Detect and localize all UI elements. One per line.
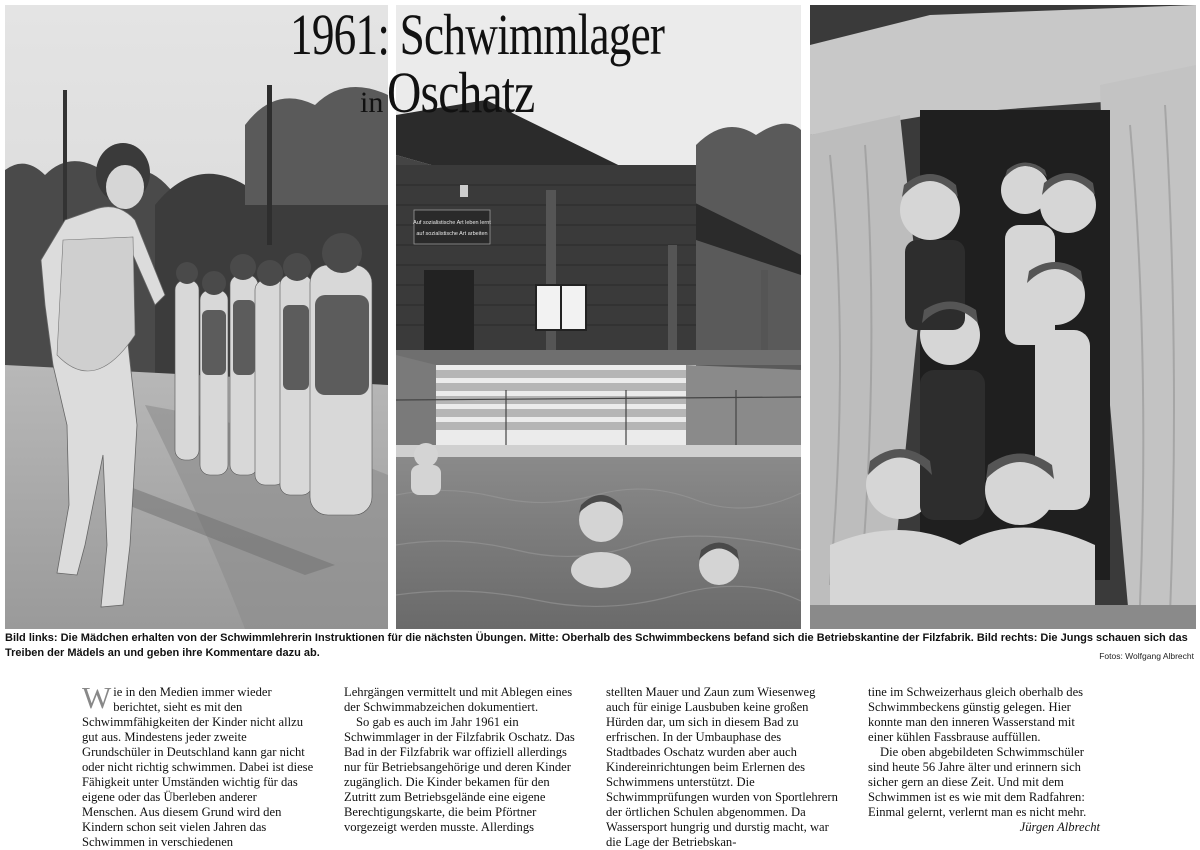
headline-subtitle [360,60,790,125]
headline-city: Oschatz [387,60,535,125]
article-column-3 [606,685,838,850]
article-paragraph [82,680,314,850]
sign-line-1: Auf sozialistische Art leben lernt [413,220,491,226]
article-column-4 [868,685,1100,835]
article-paragraph: tine im Schweizerhaus gleich oberhalb des Schwimmbeckens günstig gelegen. Hier konnte man den inneren Wasserstand mit einer kühlen Fassbrause auffüllen. [868,685,1084,744]
headline-preposition: in [360,86,384,119]
sign-line-2: auf sozialistische Art arbeiten [416,231,488,237]
article-paragraph: stellten Mauer und Zaun zum Wiesenweg auch für einige Lausbuben keine großen Hürden dar, um sich in diesem Bad zu erfrischen. In der Umbauphase des Stadtbades Oschatz wurden aber auch Kindereinrichtungen beim Erlernen des Schwimmens unterstützt. Die Schwimmprüfungen wurden von Sportlehrern der örtlichen Schulen abgenommen. Da Wassersport hungrig und durstig macht, war die Lage der Betriebskan- [606,685,838,849]
paragraph-text: ie in den Medien immer wieder berichtet, sieht es mit den Schwimmfähigkeiten der Kinder nicht allzu gut aus. Mindestens jeder zweite Grundschüler in Deutschland kann gar nicht oder nicht richtig schwimmen. Dabei ist diese Fähigkeit unter Umständen wichtig für das eigene oder das Überleben anderer Menschen. Aus diesem Grund wird den Kindern schon seit vielen Jahren das Schwimmen in verschiedenen [82,685,314,849]
article-body [82,680,1122,849]
article-column-2 [344,685,576,835]
photo-caption: Bild links: Die Mädchen erhalten von der Schwimmlehrerin Instruktionen für die nächsten Übungen. Mitte: Oberhalb des Schwimmbeckens befand sich die Betriebskantine der Filzfabrik. Bild rechts: Die Jungs schauen sich das Treiben der Mädels an und geben ihre Kommentare dazu ab. [5,632,1188,659]
photo-boys-at-tent [810,5,1196,629]
article-author: Jürgen Albrecht [1019,820,1100,834]
article-paragraph: Die oben abgebildeten Schwimmschüler sind heute 56 Jahre älter und erinnern sich sicher gern an diese Zeit. Und mit dem Schwimmen ist es wie mit dem Radfahren: Einmal gelernt, verlernt man es nicht mehr. [868,745,1087,819]
headline-title: 1961: Schwimmlager [290,2,665,67]
photo-credit: Fotos: Wolfgang Albrecht [1099,651,1194,661]
drop-cap: W [82,680,112,715]
headline [270,2,790,125]
article-paragraph: Lehrgängen vermittelt und mit Ablegen eines der Schwimmabzeichen dokumentiert. [344,685,573,714]
article-paragraph: So gab es auch im Jahr 1961 ein Schwimmlager in der Filzfabrik Oschatz. Das Bad in der Filzfabrik war offiziell allerdings nur für Betriebsangehörige und deren Kinder zugänglich. Die Kinder bekamen für den Zutritt zum Betriebsgelände eine eigene Berechtigungskarte, die beim Pförtner vorgezeigt werden musste. Allerdings [344,715,575,834]
article-column-1 [82,680,314,850]
